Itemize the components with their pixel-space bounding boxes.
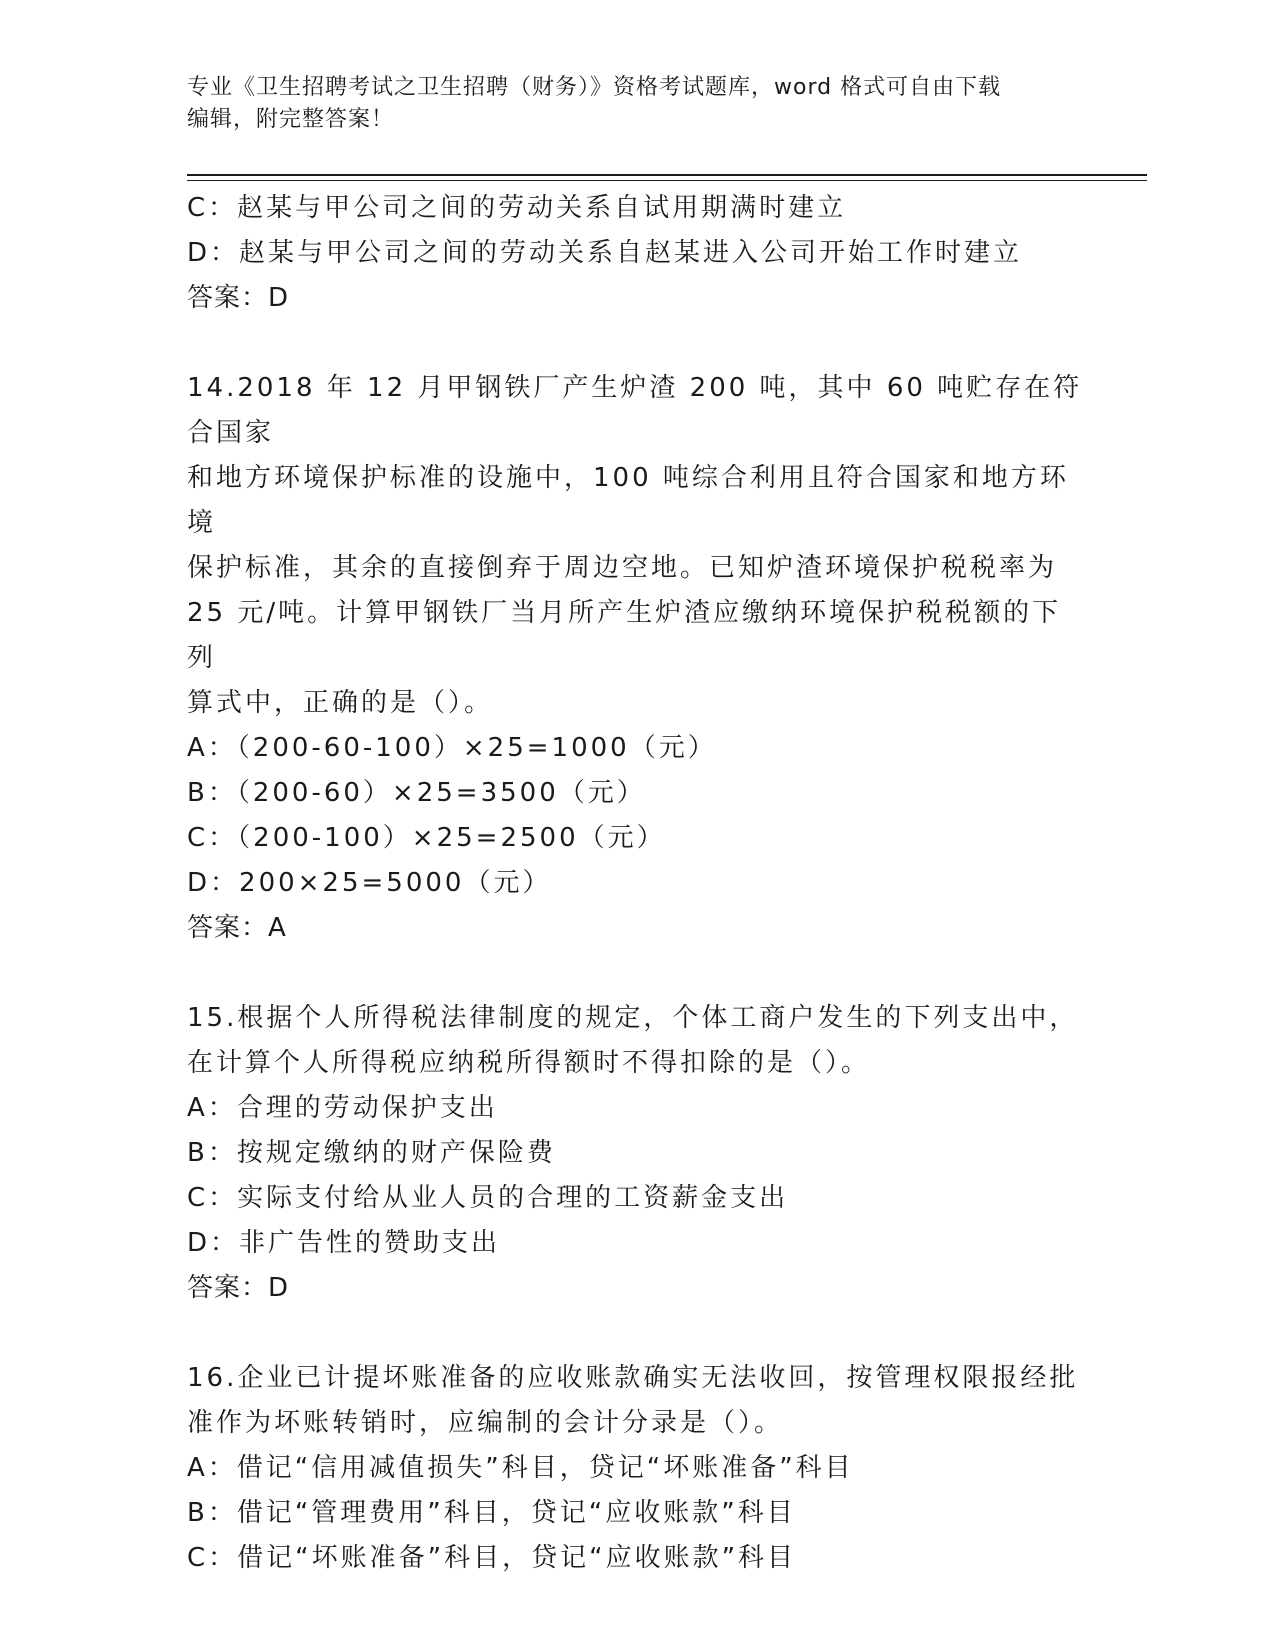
answer-line: 答案：D <box>187 283 290 313</box>
question-text-line: 和地方环境保护标准的设施中，100 吨综合利用且符合国家和地方环境 <box>187 463 1069 538</box>
option-a: A：借记“信用减值损失”科目，贷记“坏账准备”科目 <box>187 1453 854 1483</box>
question-text-line: 在计算个人所得税应纳税所得额时不得扣除的是（）。 <box>187 1048 871 1078</box>
option-c: C：借记“坏账准备”科目，贷记“应收账款”科目 <box>187 1543 797 1573</box>
question-text-line: 15.根据个人所得税法律制度的规定，个体工商户发生的下列支出中， <box>187 1003 1079 1033</box>
question-block-15 <box>187 996 1087 1311</box>
option-b: B：（200-60）×25=3500（元） <box>187 778 646 808</box>
header-rule-thin <box>187 180 1147 181</box>
answer-line: 答案：A <box>187 913 287 943</box>
question-gap <box>187 321 1087 366</box>
header-line-1: 专业《卫生招聘考试之卫生招聘（财务）》资格考试题库，word 格式可自由下载 <box>187 75 1002 100</box>
header-rule-thick <box>187 174 1147 176</box>
answer-line: 答案：D <box>187 1273 290 1303</box>
question-text-line: 算式中，正确的是（）。 <box>187 688 494 718</box>
option-c: C：实际支付给从业人员的合理的工资薪金支出 <box>187 1183 789 1213</box>
option-c: C：赵某与甲公司之间的劳动关系自试用期满时建立 <box>187 193 847 223</box>
header-line-2: 编辑，附完整答案！ <box>187 107 395 132</box>
option-d: D：赵某与甲公司之间的劳动关系自赵某进入公司开始工作时建立 <box>187 238 1023 268</box>
option-a: A：（200-60-100）×25=1000（元） <box>187 733 717 763</box>
document-header <box>187 72 1107 136</box>
option-a: A：合理的劳动保护支出 <box>187 1093 498 1123</box>
option-d: D：非广告性的赞助支出 <box>187 1228 501 1258</box>
question-list <box>187 186 1087 1581</box>
question-text-line: 准作为坏账转销时，应编制的会计分录是（）。 <box>187 1408 784 1438</box>
option-c: C：（200-100）×25=2500（元） <box>187 823 666 853</box>
question-gap <box>187 1311 1087 1356</box>
question-gap <box>187 951 1087 996</box>
question-text-line: 保护标准，其余的直接倒弃于周边空地。已知炉渣环境保护税税率为 <box>187 553 1058 583</box>
question-block-14 <box>187 366 1087 951</box>
option-b: B：借记“管理费用”科目，贷记“应收账款”科目 <box>187 1498 796 1528</box>
option-b: B：按规定缴纳的财产保险费 <box>187 1138 556 1168</box>
question-text-line: 14.2018 年 12 月甲钢铁厂产生炉渣 200 吨，其中 60 吨贮存在符合国家 <box>187 373 1083 448</box>
question-text-line: 25 元/吨。计算甲钢铁厂当月所产生炉渣应缴纳环境保护税税额的下列 <box>187 598 1062 673</box>
question-text-line: 16.企业已计提坏账准备的应收账款确实无法收回，按管理权限报经批 <box>187 1363 1079 1393</box>
question-block-16 <box>187 1356 1087 1581</box>
option-d: D：200×25=5000（元） <box>187 868 552 898</box>
question-block-13 <box>187 186 1087 321</box>
